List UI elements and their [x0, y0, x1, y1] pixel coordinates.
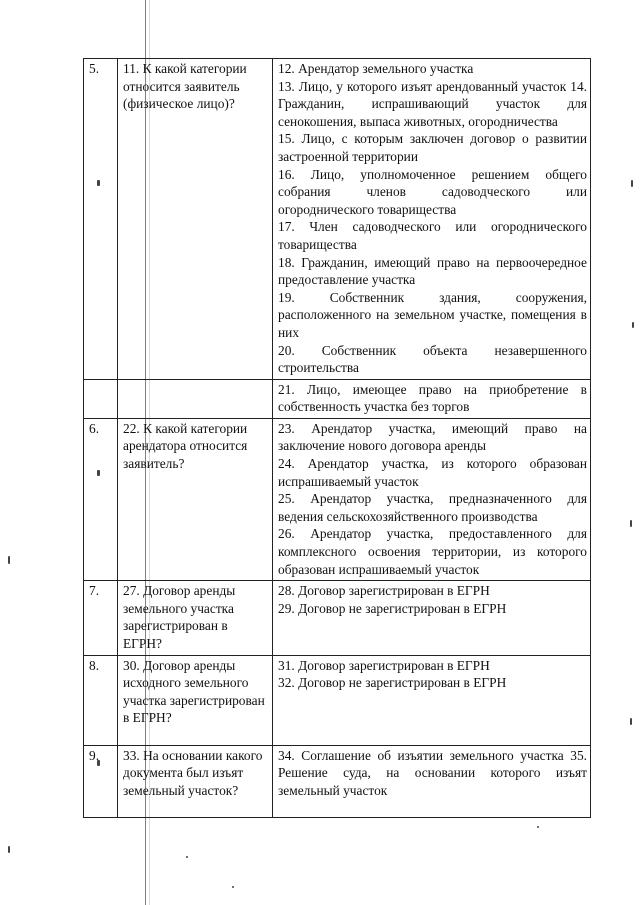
answer-option: 31. Договор зарегистрирован в ЕГРН [278, 657, 490, 673]
question-cell: 33. На основании какого документа был изъят земельный участок? [118, 745, 273, 817]
answers-cell [273, 379, 591, 418]
answers-cell [273, 655, 591, 745]
scan-speck [630, 520, 632, 527]
scan-speck [537, 826, 539, 828]
row-number: 8. [84, 655, 118, 745]
answers-cell [273, 745, 591, 817]
answer-option: 12. Арендатор земельного участка [278, 61, 474, 76]
question-cell: 11. К какой категории относится заявитель (физическое лицо)? [118, 59, 273, 380]
answer-option: 32. Договор не зарегистрирован в ЕГРН [278, 675, 507, 691]
row-number: 7. [84, 581, 118, 655]
answers-cell [273, 418, 591, 580]
questionnaire-table [83, 58, 591, 818]
scan-speck [8, 846, 10, 853]
table-row [84, 581, 591, 655]
answer-option: 25. Арендатор участка, предназначенного для ведения сельскохозяйственного производства [278, 491, 587, 524]
row-number: 5. [84, 59, 118, 380]
scan-speck [232, 886, 234, 888]
question-cell: 30. Договор аренды исходного земельного участка зарегистрирован в ЕГРН? [118, 655, 273, 745]
scan-speck [8, 556, 10, 564]
table-row [84, 655, 591, 745]
answer-option: 17. Член садоводческого или огороднического товарищества [278, 219, 587, 252]
answer-option: 13. Лицо, у которого изъят арендованный участок 14. Гражданин, испрашивающий участок для сенокошения, выпаса животных, огородничества [278, 78, 587, 129]
answer-option: 16. Лицо, уполномоченное решением общего собрания членов садоводческого или огороднического товарищества [278, 166, 587, 217]
answers-cell [273, 581, 591, 655]
table-row [84, 745, 591, 817]
scan-speck [631, 180, 633, 187]
answer-option: 20. Собственник объекта незавершенного строительства [278, 342, 587, 376]
scan-speck [630, 718, 632, 725]
table-row [84, 379, 591, 418]
question-cell: 27. Договор аренды земельного участка зарегистрирован в ЕГРН? [118, 581, 273, 655]
answer-option: 29. Договор не зарегистрирован в ЕГРН [278, 600, 507, 616]
answer-option: 19. Собственник здания, сооружения, расположенного на земельном участке, помещения в них [278, 289, 587, 340]
answer-option: 15. Лицо, с которым заключен договор о развитии застроенной территории [278, 131, 587, 164]
row-number [84, 379, 118, 418]
answer-option: 18. Гражданин, имеющий право на первоочередное предоставление участка [278, 254, 587, 288]
row-number: 6. [84, 418, 118, 580]
answer-option: 34. Соглашение об изъятии земельного участка 35. Решение суда, на основании которого изъят земельный участок [278, 747, 587, 798]
answer-option: 28. Договор зарегистрирован в ЕГРН [278, 583, 490, 599]
question-cell [118, 379, 273, 418]
answer-option: 24. Арендатор участка, из которого образован испрашиваемый участок [278, 456, 587, 489]
answer-option: 23. Арендатор участка, имеющий право на заключение нового договора аренды [278, 420, 587, 454]
answer-option: 21. Лицо, имеющее право на приобретение в собственность участка без торгов [278, 381, 587, 415]
answers-cell [273, 59, 591, 380]
scan-speck [186, 856, 188, 858]
scan-speck [632, 322, 634, 328]
row-number: 9. [84, 745, 118, 817]
table-row [84, 59, 591, 380]
table-row [84, 418, 591, 580]
question-cell: 22. К какой категории арендатора относится заявитель? [118, 418, 273, 580]
answer-option: 26. Арендатор участка, предоставленного для комплексного освоения территории, из которого образован испрашиваемый участок [278, 526, 587, 577]
